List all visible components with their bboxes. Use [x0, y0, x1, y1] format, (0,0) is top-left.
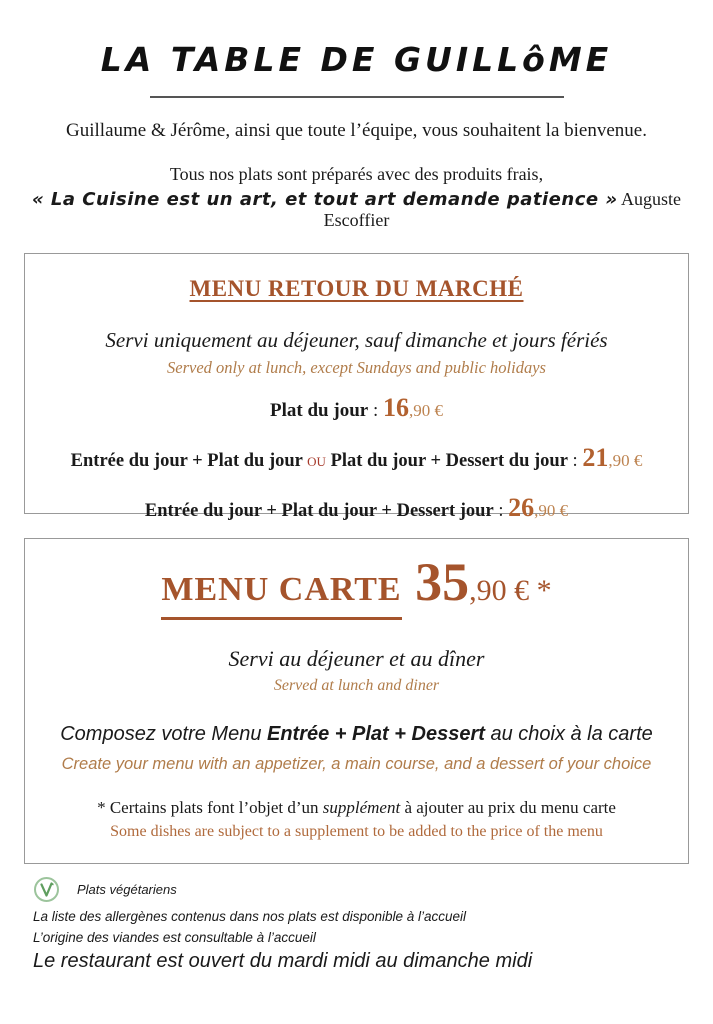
- price-value: 16: [382, 393, 409, 422]
- carte-subtitle-fr: Servi au déjeuner et au dîner: [228, 646, 485, 671]
- page-footer: [33, 876, 532, 973]
- menu-carte-title: [25, 552, 688, 620]
- price-label: Plat du jour: [270, 400, 369, 421]
- escoffier-quote-line: [0, 189, 713, 231]
- price-label-before: Entrée du jour + Plat du jour: [70, 451, 308, 471]
- menu-carte-price: 35: [401, 552, 470, 612]
- menu-carte-price-decimals: ,90 € *: [469, 574, 552, 607]
- menu-carte-word: MENU CARTE: [161, 571, 401, 620]
- price-label-after: Plat du jour + Dessert du jour: [325, 451, 568, 471]
- compose-line-fr: Composez votre Menu Entrée + Plat + Dessert au choix à la carte: [60, 723, 653, 745]
- price-row-entree-plat-ou-plat-dessert: Entrée du jour + Plat du jour ou Plat du jour + Dessert du jour : 21,90 €: [70, 443, 643, 472]
- title-divider: [150, 96, 564, 98]
- menu-carte-box: [24, 538, 689, 864]
- price-row-plat-du-jour: Plat du jour : 16,90 €: [270, 393, 443, 422]
- opening-hours-line: Le restaurant est ouvert du mardi midi au dimanche midi: [33, 950, 533, 972]
- allergens-note: La liste des allergènes contenus dans nos plats est disponible à l’accueil: [33, 909, 467, 924]
- quote-author: Auguste Escoffier: [323, 189, 682, 230]
- carte-subtitle-en: Served at lunch and diner: [273, 677, 440, 694]
- price-row-entree-plat-dessert: Entrée du jour + Plat du jour + Dessert jour : 26,90 €: [144, 493, 569, 522]
- vegetarian-icon: [33, 876, 60, 903]
- vegetarian-label: Plats végétariens: [77, 882, 177, 897]
- compose-formula: Entrée + Plat + Dessert: [267, 723, 485, 745]
- price-decimals: ,90 €: [534, 501, 569, 520]
- meat-origin-note: L’origine des viandes est consultable à l’accueil: [33, 930, 316, 945]
- marche-subtitle-fr: Servi uniquement au déjeuner, sauf dimanche et jours fériés: [105, 328, 608, 352]
- marche-subtitle-en: Served only at lunch, except Sundays and public holidays: [167, 358, 546, 377]
- menu-marche-title: MENU RETOUR DU MARCHÉ: [189, 276, 524, 301]
- fresh-products-line: Tous nos plats sont préparés avec des produits frais,: [169, 164, 544, 184]
- page-header: [0, 0, 713, 231]
- supplement-note-en: Some dishes are subject to a supplement to be added to the price of the menu: [110, 823, 603, 840]
- welcome-line: Guillaume & Jérôme, ainsi que toute l’équipe, vous souhaitent la bienvenue.: [66, 120, 647, 141]
- supplement-word: supplément: [322, 798, 401, 817]
- supplement-note-fr: * Certains plats font l’objet d’un supplément à ajouter au prix du menu carte: [97, 798, 616, 817]
- price-decimals: ,90 €: [608, 451, 643, 470]
- compose-line-en: Create your menu with an appetizer, a main course, and a dessert of your choice: [61, 755, 652, 773]
- price-value: 26: [508, 493, 535, 522]
- quote-text: « La Cuisine est un art, et tout art demande patience »: [31, 189, 618, 210]
- or-word: ou: [307, 450, 326, 471]
- vegetarian-row: [33, 876, 532, 903]
- price-label: Entrée du jour + Plat du jour + Dessert jour: [144, 501, 494, 521]
- restaurant-title: LA TABLE DE GUILLôME: [100, 40, 613, 79]
- price-decimals: ,90 €: [408, 401, 443, 420]
- menu-retour-du-marche-box: [24, 253, 689, 522]
- price-value: 21: [582, 443, 609, 472]
